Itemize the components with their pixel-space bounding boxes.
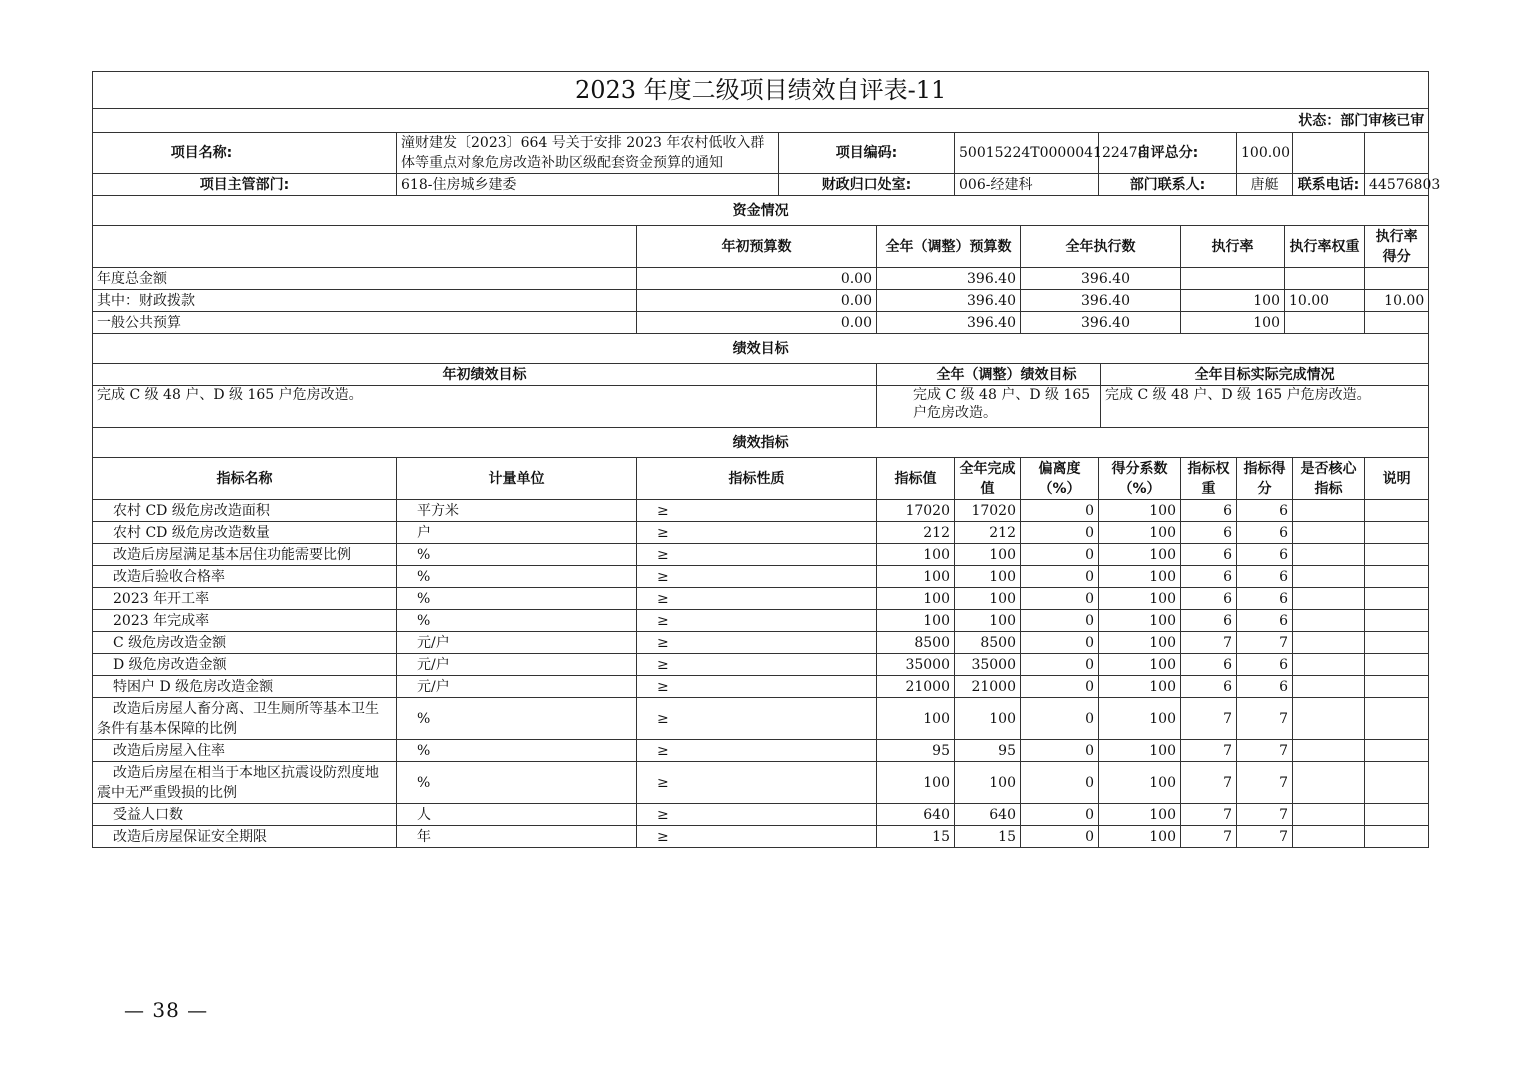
indicator-unit: % (397, 762, 637, 804)
indicator-coef: 100 (1099, 762, 1181, 804)
project-code-value: 50015224T000004122478 (955, 133, 1099, 174)
indicator-target: 100 (877, 610, 955, 632)
indicator-target: 100 (877, 566, 955, 588)
indicator-weight: 7 (1181, 762, 1237, 804)
indicator-actual: 15 (955, 826, 1021, 848)
indicator-weight: 7 (1181, 826, 1237, 848)
self-score-label: 自评总分: (1099, 133, 1237, 174)
indicator-weight: 6 (1181, 654, 1237, 676)
goal-adjusted-text: 完成 C 级 48 户、D 级 165 户危房改造。 (877, 386, 1101, 428)
indicator-name: 农村 CD 级危房改造面积 (93, 500, 397, 522)
funds-row-weight (1285, 268, 1365, 290)
indicator-actual: 21000 (955, 676, 1021, 698)
indicator-deviation: 0 (1021, 566, 1099, 588)
ind-header-note: 说明 (1365, 458, 1429, 500)
status-text: 状态：部门审核已审 (93, 109, 1429, 133)
project-code-label: 项目编码: (779, 133, 955, 174)
indicator-unit: % (397, 698, 637, 740)
indicator-core (1293, 676, 1365, 698)
indicator-row (93, 522, 1429, 544)
indicator-core (1293, 654, 1365, 676)
indicator-actual: 100 (955, 762, 1021, 804)
indicator-name: 农村 CD 级危房改造数量 (93, 522, 397, 544)
goal-actual-text: 完成 C 级 48 户、D 级 165 户危房改造。 (1101, 386, 1429, 428)
indicator-nature: ≥ (637, 500, 877, 522)
indicator-unit: 年 (397, 826, 637, 848)
indicator-nature: ≥ (637, 610, 877, 632)
indicator-coef: 100 (1099, 588, 1181, 610)
funds-header-executed: 全年执行数 (1021, 226, 1181, 268)
indicator-actual: 95 (955, 740, 1021, 762)
indicator-deviation: 0 (1021, 632, 1099, 654)
funds-row-rate: 100 (1181, 312, 1285, 334)
indicator-nature: ≥ (637, 632, 877, 654)
indicator-name: 改造后房屋保证安全期限 (93, 826, 397, 848)
indicator-score: 6 (1237, 522, 1293, 544)
ind-header-deviation: 偏离度（%） (1021, 458, 1099, 500)
goal-initial-text: 完成 C 级 48 户、D 级 165 户危房改造。 (93, 386, 877, 428)
funds-row-score (1365, 268, 1429, 290)
indicator-note (1365, 632, 1429, 654)
indicator-score: 6 (1237, 676, 1293, 698)
indicator-nature: ≥ (637, 740, 877, 762)
indicator-target: 100 (877, 698, 955, 740)
indicator-actual: 100 (955, 610, 1021, 632)
indicator-deviation: 0 (1021, 654, 1099, 676)
goals-header-adjusted: 全年（调整）绩效目标 (877, 364, 1101, 386)
indicator-coef: 100 (1099, 698, 1181, 740)
indicator-deviation: 0 (1021, 826, 1099, 848)
indicator-note (1365, 566, 1429, 588)
indicator-coef: 100 (1099, 610, 1181, 632)
dept-label: 项目主管部门: (93, 174, 397, 196)
indicator-deviation: 0 (1021, 676, 1099, 698)
ind-header-weight: 指标权重 (1181, 458, 1237, 500)
indicator-row (93, 804, 1429, 826)
project-name-value: 潼财建发〔2023〕664 号关于安排 2023 年农村低收入群体等重点对象危房改造补助区级配套资金预算的通知 (397, 133, 779, 174)
indicator-weight: 7 (1181, 698, 1237, 740)
indicator-coef: 100 (1099, 676, 1181, 698)
funds-row-initial: 0.00 (637, 268, 877, 290)
indicator-coef: 100 (1099, 740, 1181, 762)
indicator-actual: 100 (955, 698, 1021, 740)
indicator-score: 7 (1237, 632, 1293, 654)
indicator-core (1293, 740, 1365, 762)
indicator-note (1365, 544, 1429, 566)
ind-header-target: 指标值 (877, 458, 955, 500)
indicator-row (93, 588, 1429, 610)
funds-row-weight: 10.00 (1285, 290, 1365, 312)
indicator-unit: % (397, 740, 637, 762)
funds-row-score: 10.00 (1365, 290, 1429, 312)
indicator-target: 15 (877, 826, 955, 848)
indicator-weight: 6 (1181, 588, 1237, 610)
indicator-core (1293, 804, 1365, 826)
indicator-deviation: 0 (1021, 610, 1099, 632)
ind-header-core: 是否核心指标 (1293, 458, 1365, 500)
contact-label: 部门联系人: (1099, 174, 1237, 196)
indicator-unit: 平方米 (397, 500, 637, 522)
indicator-core (1293, 566, 1365, 588)
phone-label: 联系电话: (1293, 174, 1365, 196)
funds-header-rate: 执行率 (1181, 226, 1285, 268)
indicator-unit: 元/户 (397, 654, 637, 676)
funds-row-weight (1285, 312, 1365, 334)
indicator-actual: 35000 (955, 654, 1021, 676)
indicator-weight: 6 (1181, 610, 1237, 632)
funds-section-title: 资金情况 (93, 196, 1429, 226)
indicator-row (93, 676, 1429, 698)
indicator-note (1365, 698, 1429, 740)
indicator-unit: % (397, 588, 637, 610)
evaluation-sheet (92, 71, 1441, 848)
indicator-score: 7 (1237, 698, 1293, 740)
indicator-target: 8500 (877, 632, 955, 654)
indicator-deviation: 0 (1021, 762, 1099, 804)
funds-row (93, 268, 1429, 290)
indicator-score: 6 (1237, 654, 1293, 676)
funds-row-rate (1181, 268, 1285, 290)
indicator-name: 2023 年完成率 (93, 610, 397, 632)
indicator-name: 改造后房屋在相当于本地区抗震设防烈度地震中无严重毁损的比例 (93, 762, 397, 804)
indicator-actual: 100 (955, 544, 1021, 566)
indicator-weight: 6 (1181, 566, 1237, 588)
indicator-coef: 100 (1099, 544, 1181, 566)
indicator-name: D 级危房改造金额 (93, 654, 397, 676)
indicator-nature: ≥ (637, 804, 877, 826)
indicator-note (1365, 610, 1429, 632)
funds-row-executed: 396.40 (1021, 290, 1181, 312)
indicator-coef: 100 (1099, 500, 1181, 522)
indicator-row (93, 826, 1429, 848)
indicator-target: 100 (877, 588, 955, 610)
indicator-core (1293, 500, 1365, 522)
contact-value: 唐艇 (1237, 174, 1293, 196)
indicator-coef: 100 (1099, 632, 1181, 654)
indicator-name: 改造后验收合格率 (93, 566, 397, 588)
indicator-score: 7 (1237, 804, 1293, 826)
indicator-score: 7 (1237, 826, 1293, 848)
indicator-row (93, 566, 1429, 588)
indicator-unit: % (397, 610, 637, 632)
indicator-score: 6 (1237, 500, 1293, 522)
indicator-weight: 6 (1181, 500, 1237, 522)
empty-cell (93, 226, 637, 268)
ind-header-score: 指标得分 (1237, 458, 1293, 500)
indicator-target: 21000 (877, 676, 955, 698)
indicator-name: 受益人口数 (93, 804, 397, 826)
indicator-weight: 6 (1181, 544, 1237, 566)
indicator-weight: 7 (1181, 804, 1237, 826)
indicator-score: 7 (1237, 762, 1293, 804)
funds-row-score (1365, 312, 1429, 334)
indicator-note (1365, 654, 1429, 676)
indicator-score: 6 (1237, 610, 1293, 632)
indicator-note (1365, 588, 1429, 610)
indicator-target: 100 (877, 762, 955, 804)
indicator-name: 改造后房屋入住率 (93, 740, 397, 762)
indicator-name: 2023 年开工率 (93, 588, 397, 610)
phone-value: 44576803 (1365, 174, 1429, 196)
indicator-note (1365, 500, 1429, 522)
indicator-core (1293, 610, 1365, 632)
indicator-weight: 7 (1181, 740, 1237, 762)
indicator-nature: ≥ (637, 698, 877, 740)
funds-row (93, 312, 1429, 334)
project-name-label: 项目名称: (93, 133, 397, 174)
indicator-coef: 100 (1099, 654, 1181, 676)
empty-cell (1293, 133, 1365, 174)
goals-header-initial: 年初绩效目标 (93, 364, 877, 386)
indicator-deviation: 0 (1021, 698, 1099, 740)
indicator-target: 640 (877, 804, 955, 826)
ind-header-nature: 指标性质 (637, 458, 877, 500)
funds-row-initial: 0.00 (637, 290, 877, 312)
funds-row-label: 其中：财政拨款 (93, 290, 637, 312)
indicator-row (93, 740, 1429, 762)
ind-header-coef: 得分系数（%） (1099, 458, 1181, 500)
funds-row-label: 一般公共预算 (93, 312, 637, 334)
indicator-unit: % (397, 544, 637, 566)
indicator-unit: 元/户 (397, 632, 637, 654)
goals-section-title: 绩效目标 (93, 334, 1429, 364)
funds-header-weight: 执行率权重 (1285, 226, 1365, 268)
indicator-actual: 17020 (955, 500, 1021, 522)
indicator-score: 7 (1237, 740, 1293, 762)
indicator-core (1293, 762, 1365, 804)
indicator-row (93, 500, 1429, 522)
indicator-deviation: 0 (1021, 522, 1099, 544)
ind-header-name: 指标名称 (93, 458, 397, 500)
dept-value: 618-住房城乡建委 (397, 174, 779, 196)
indicator-deviation: 0 (1021, 588, 1099, 610)
indicator-unit: 户 (397, 522, 637, 544)
indicator-nature: ≥ (637, 762, 877, 804)
indicator-row (93, 632, 1429, 654)
indicator-name: 改造后房屋满足基本居住功能需要比例 (93, 544, 397, 566)
indicator-coef: 100 (1099, 804, 1181, 826)
evaluation-table (92, 71, 1441, 848)
indicator-note (1365, 804, 1429, 826)
indicator-unit: % (397, 566, 637, 588)
funds-row-executed: 396.40 (1021, 268, 1181, 290)
indicator-note (1365, 676, 1429, 698)
indicator-core (1293, 544, 1365, 566)
indicator-coef: 100 (1099, 826, 1181, 848)
indicator-row (93, 698, 1429, 740)
funds-row-label: 年度总金额 (93, 268, 637, 290)
indicator-row (93, 654, 1429, 676)
indicator-unit: 人 (397, 804, 637, 826)
indicator-target: 212 (877, 522, 955, 544)
indicator-actual: 100 (955, 588, 1021, 610)
indicator-target: 100 (877, 544, 955, 566)
funds-header-adjusted: 全年（调整）预算数 (877, 226, 1021, 268)
funds-row-adjusted: 396.40 (877, 312, 1021, 334)
funds-row-adjusted: 396.40 (877, 268, 1021, 290)
finance-office-label: 财政归口处室: (779, 174, 955, 196)
indicator-score: 6 (1237, 588, 1293, 610)
indicator-coef: 100 (1099, 522, 1181, 544)
indicator-score: 6 (1237, 544, 1293, 566)
indicator-note (1365, 740, 1429, 762)
indicator-deviation: 0 (1021, 740, 1099, 762)
indicator-note (1365, 826, 1429, 848)
indicator-deviation: 0 (1021, 544, 1099, 566)
indicator-name: 特困户 D 级危房改造金额 (93, 676, 397, 698)
indicator-target: 17020 (877, 500, 955, 522)
indicator-nature: ≥ (637, 676, 877, 698)
goals-header-actual: 全年目标实际完成情况 (1101, 364, 1429, 386)
finance-office-value: 006-经建科 (955, 174, 1099, 196)
indicator-core (1293, 698, 1365, 740)
indicator-nature: ≥ (637, 522, 877, 544)
indicator-core (1293, 522, 1365, 544)
indicator-nature: ≥ (637, 566, 877, 588)
indicator-deviation: 0 (1021, 804, 1099, 826)
indicator-name: 改造后房屋人畜分离、卫生厕所等基本卫生条件有基本保障的比例 (93, 698, 397, 740)
indicator-weight: 6 (1181, 522, 1237, 544)
page-title: 2023 年度二级项目绩效自评表-11 (93, 72, 1429, 109)
indicator-unit: 元/户 (397, 676, 637, 698)
indicator-name: C 级危房改造金额 (93, 632, 397, 654)
self-score-value: 100.00 (1237, 133, 1293, 174)
indicator-score: 6 (1237, 566, 1293, 588)
indicator-actual: 640 (955, 804, 1021, 826)
indicator-core (1293, 826, 1365, 848)
empty-cell (1365, 133, 1429, 174)
indicator-row (93, 610, 1429, 632)
indicator-actual: 8500 (955, 632, 1021, 654)
funds-row-initial: 0.00 (637, 312, 877, 334)
indicator-nature: ≥ (637, 588, 877, 610)
funds-header-score: 执行率得分 (1365, 226, 1429, 268)
indicator-target: 95 (877, 740, 955, 762)
indicator-note (1365, 522, 1429, 544)
funds-row (93, 290, 1429, 312)
funds-row-rate: 100 (1181, 290, 1285, 312)
ind-header-actual: 全年完成值 (955, 458, 1021, 500)
indicator-deviation: 0 (1021, 500, 1099, 522)
funds-row-adjusted: 396.40 (877, 290, 1021, 312)
ind-header-unit: 计量单位 (397, 458, 637, 500)
indicator-weight: 7 (1181, 632, 1237, 654)
indicator-coef: 100 (1099, 566, 1181, 588)
indicator-actual: 212 (955, 522, 1021, 544)
funds-row-executed: 396.40 (1021, 312, 1181, 334)
indicator-row (93, 762, 1429, 804)
indicators-section-title: 绩效指标 (93, 428, 1429, 458)
indicator-actual: 100 (955, 566, 1021, 588)
indicator-core (1293, 632, 1365, 654)
indicator-core (1293, 588, 1365, 610)
indicator-target: 35000 (877, 654, 955, 676)
indicator-row (93, 544, 1429, 566)
indicator-nature: ≥ (637, 826, 877, 848)
indicator-weight: 6 (1181, 676, 1237, 698)
indicator-note (1365, 762, 1429, 804)
funds-header-initial: 年初预算数 (637, 226, 877, 268)
indicator-nature: ≥ (637, 654, 877, 676)
page-number: — 38 — (124, 998, 209, 1022)
indicator-nature: ≥ (637, 544, 877, 566)
